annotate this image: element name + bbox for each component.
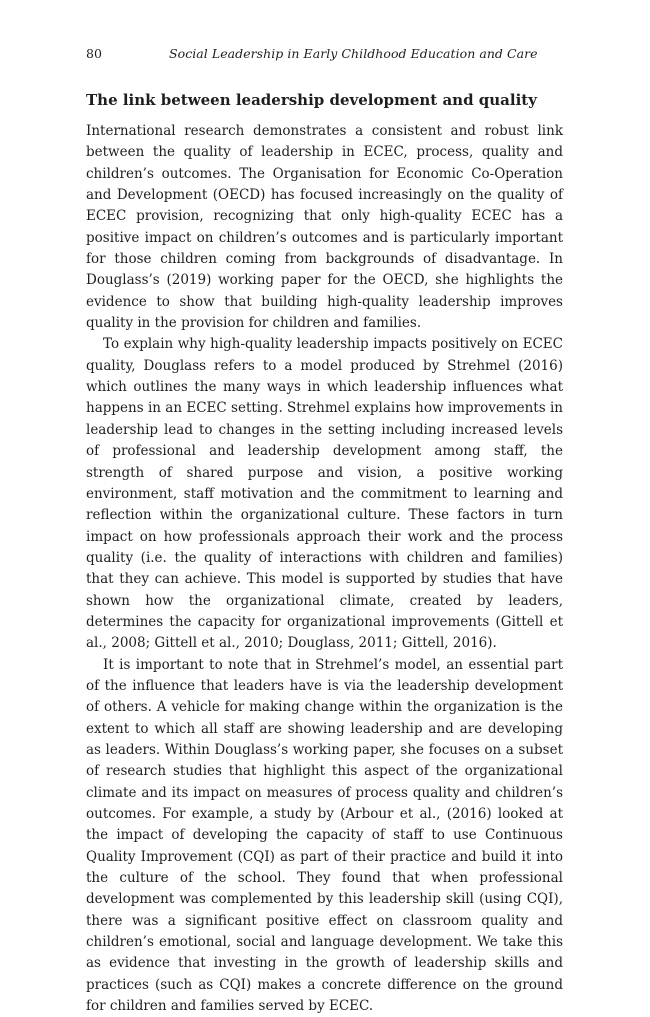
paragraph-2: To explain why high-quality leadership impacts positively on ECEC quality, Douglass refers to a model produced by Strehmel (2016) which outlines the many ways in which leadership influences what happens in an ECEC setting. Strehmel explains how improvements in leadership lead to changes in the setting including increased levels of professional and leadership development among staff, the strength of shared purpose and vision, a positive working environment, staff motivation and the commitment to learning and reflection within the organizational culture. These factors in turn impact on how professionals approach their work and the process quality (i.e. the quality of interactions with children and families) that they can achieve. This model is supported by studies that have shown how the organizational climate, created by leaders, determines the capacity for organizational improvements (Gittell et al., 2008; Gittell et al., 2010; Douglass, 2011; Gittell, 2016). (86, 336, 563, 652)
page-number: 80 (86, 46, 102, 61)
body-text (86, 121, 563, 1017)
paragraph-1: International research demonstrates a consistent and robust link between the quality of leadership in ECEC, process, quality and children’s outcomes. The Organisation for Economic Co-Operation and Development (OECD) has focused increasingly on the quality of ECEC provision, recognizing that only high-quality ECEC has a positive impact on children’s outcomes and is particularly important for those children coming from backgrounds of disadvantage. In Douglass’s (2019) working paper for the OECD, she highlights the evidence to show that building high-quality leadership improves quality in the provision for children and families. (86, 123, 563, 332)
running-head (86, 44, 563, 64)
section-heading: The link between leadership development and quality (86, 91, 537, 109)
running-title: Social Leadership in Early Childhood Education and Care (169, 46, 538, 61)
paragraph-3: It is important to note that in Strehmel’s model, an essential part of the influence that leaders have is via the leadership development of others. A vehicle for making change within the organization is the extent to which all staff are showing leadership and are developing as leaders. Within Douglass’s working paper, she focuses on a subset of research studies that highlight this aspect of the organizational climate and its impact on measures of process quality and children’s outcomes. For example, a study by (Arbour et al., (2016) looked at the impact of developing the capacity of staff to use Continuous Quality Improvement (CQI) as part of their practice and build it into the culture of the school. They found that when professional development was complemented by this leadership skill (using CQI), there was a significant positive effect on classroom quality and children’s emotional, social and language development. We take this as evidence that investing in the growth of leadership skills and practices (such as CQI) makes a concrete difference on the ground for children and families served by ECEC. (86, 656, 563, 1015)
